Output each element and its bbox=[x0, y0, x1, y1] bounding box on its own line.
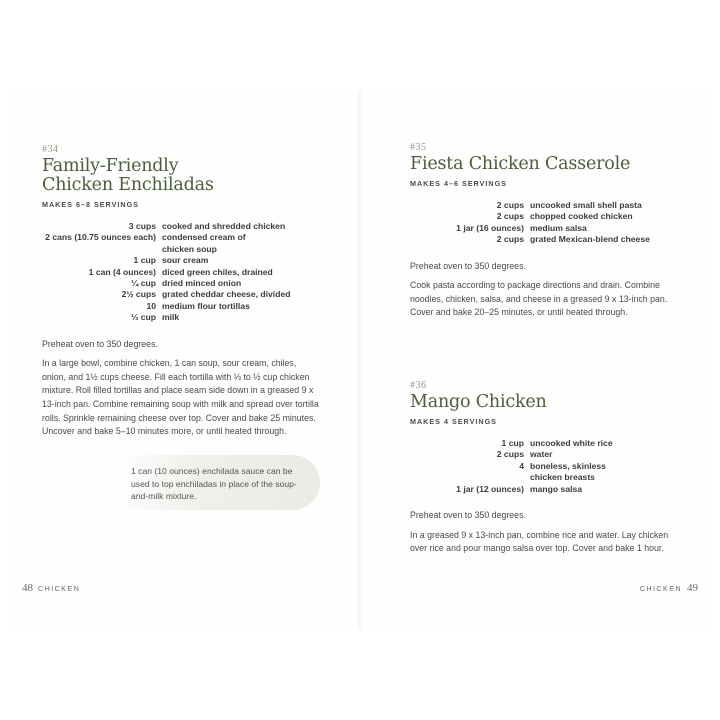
ingredient-item: water bbox=[530, 449, 553, 460]
ingredient-qty: 1 cup bbox=[501, 438, 524, 448]
folio-left bbox=[22, 582, 80, 594]
ingredient-row bbox=[410, 200, 682, 211]
instructions-text: Cook pasta according to package directions and drain. Combine noodles, chicken, salsa, and cheese in a greased 9 x 13-inch pan. Cover and bake 20–25 minutes, or until heated through. bbox=[410, 280, 668, 318]
ingredient-row bbox=[42, 232, 322, 255]
ingredient-list bbox=[410, 200, 682, 246]
ingredient-qty: 1 jar (12 ounces) bbox=[456, 483, 524, 494]
ingredient-item: chopped cooked chicken bbox=[530, 211, 633, 222]
ingredient-item: condensed cream of chicken soup bbox=[162, 232, 246, 254]
recipe-title: Fiesta Chicken Casserole bbox=[410, 154, 631, 174]
ingredient-row bbox=[410, 461, 682, 484]
ingredient-row bbox=[42, 267, 322, 278]
ingredient-row bbox=[42, 312, 322, 323]
tip-box bbox=[110, 455, 320, 510]
folio-right bbox=[640, 582, 698, 594]
ingredient-qty: ⅓ cup bbox=[131, 312, 156, 323]
ingredient-qty: 2 cups bbox=[496, 200, 524, 210]
ingredient-list bbox=[410, 438, 682, 495]
ingredient-qty: 1 jar (16 ounces) bbox=[456, 222, 524, 233]
ingredient-row bbox=[410, 234, 682, 245]
ingredient-qty: 10 bbox=[146, 300, 156, 311]
ingredient-item: medium salsa bbox=[530, 222, 587, 233]
ingredient-item: medium flour tortillas bbox=[162, 300, 250, 311]
recipe-title-line2: Chicken Enchiladas bbox=[42, 175, 214, 195]
ingredient-row bbox=[410, 223, 682, 234]
ingredient-qty: 2 cans (10.75 ounces each) bbox=[45, 232, 156, 243]
recipe-title bbox=[42, 157, 322, 195]
ingredient-qty: 2½ cups bbox=[121, 289, 156, 300]
instructions-text: In a large bowl, combine chicken, 1 can soup, sour cream, chiles, onion, and 1½ cups cheese. Fill each tortilla with ⅓ to ½ cup chicken mixture. Roll filled tortillas and place seam side down in a greased 9 x 13-inch pan. Combine remaining soup with milk and spread over tortilla rolls. Sprinkle remaining cheese over top. Cover and bake 25 minutes. Uncover and bake 5–10 minutes more, or until heated through. bbox=[42, 358, 319, 437]
ingredient-item: grated cheddar cheese, divided bbox=[162, 289, 291, 300]
ingredient-item: boneless, skinless chicken breasts bbox=[530, 460, 606, 483]
ingredient-row bbox=[410, 449, 682, 460]
ingredient-row bbox=[42, 221, 322, 232]
ingredient-row bbox=[410, 211, 682, 222]
section-label: CHICKEN bbox=[639, 584, 682, 593]
preheat-text: Preheat oven to 350 degrees. bbox=[410, 260, 526, 271]
recipe-number: #35 bbox=[410, 142, 427, 153]
recipe-title: Mango Chicken bbox=[410, 392, 547, 412]
page-number: 48 bbox=[22, 582, 33, 594]
ingredient-item: uncooked white rice bbox=[530, 438, 613, 448]
ingredient-item: cooked and shredded chicken bbox=[162, 221, 286, 231]
instructions-text: In a greased 9 x 13-inch pan, combine rice and water. Lay chicken over rice and pour mango salsa over top. Cover and bake 1 hour. bbox=[410, 529, 669, 554]
ingredient-item: diced green chiles, drained bbox=[162, 266, 273, 277]
ingredient-qty: ¼ cup bbox=[131, 278, 156, 289]
tip-text: 1 can (10 ounces) enchilada sauce can be used to top enchiladas in place of the soup-and-milk mixture. bbox=[131, 466, 297, 502]
ingredient-item: uncooked small shell pasta bbox=[530, 200, 642, 210]
recipe-number: #34 bbox=[42, 144, 59, 155]
ingredient-item: mango salsa bbox=[530, 483, 583, 494]
page-number: 49 bbox=[687, 582, 698, 594]
ingredient-qty: 2 cups bbox=[496, 211, 524, 222]
ingredient-item: sour cream bbox=[162, 255, 209, 266]
ingredient-qty: 2 cups bbox=[496, 234, 524, 245]
ingredient-row bbox=[42, 255, 322, 266]
ingredient-row bbox=[42, 278, 322, 289]
ingredient-row bbox=[42, 301, 322, 312]
ingredient-item: grated Mexican-blend cheese bbox=[530, 234, 650, 245]
ingredient-row bbox=[410, 438, 682, 449]
preheat-text: Preheat oven to 350 degrees. bbox=[410, 510, 526, 521]
ingredient-item: dried minced onion bbox=[162, 278, 242, 289]
ingredient-row bbox=[42, 289, 322, 300]
ingredient-row bbox=[410, 484, 682, 495]
preheat-text: Preheat oven to 350 degrees. bbox=[42, 338, 158, 349]
servings: MAKES 4 SERVINGS bbox=[410, 417, 497, 426]
recipe-35 bbox=[410, 142, 682, 320]
servings: MAKES 4–6 SERVINGS bbox=[410, 179, 507, 188]
recipe-34 bbox=[42, 144, 322, 439]
recipe-number: #36 bbox=[410, 380, 427, 391]
section-label: CHICKEN bbox=[38, 584, 81, 593]
ingredient-qty: 3 cups bbox=[128, 221, 156, 231]
ingredient-qty: 1 can (4 ounces) bbox=[88, 266, 156, 277]
recipe-36 bbox=[410, 380, 682, 556]
ingredient-item: milk bbox=[162, 312, 180, 323]
ingredient-qty: 2 cups bbox=[496, 449, 524, 460]
servings: MAKES 6–8 SERVINGS bbox=[42, 200, 139, 209]
ingredient-qty: 4 bbox=[519, 460, 524, 471]
ingredient-qty: 1 cup bbox=[133, 255, 156, 266]
book-gutter bbox=[358, 90, 364, 630]
recipe-title-line1: Family-Friendly bbox=[42, 156, 179, 176]
ingredient-list bbox=[42, 221, 322, 324]
